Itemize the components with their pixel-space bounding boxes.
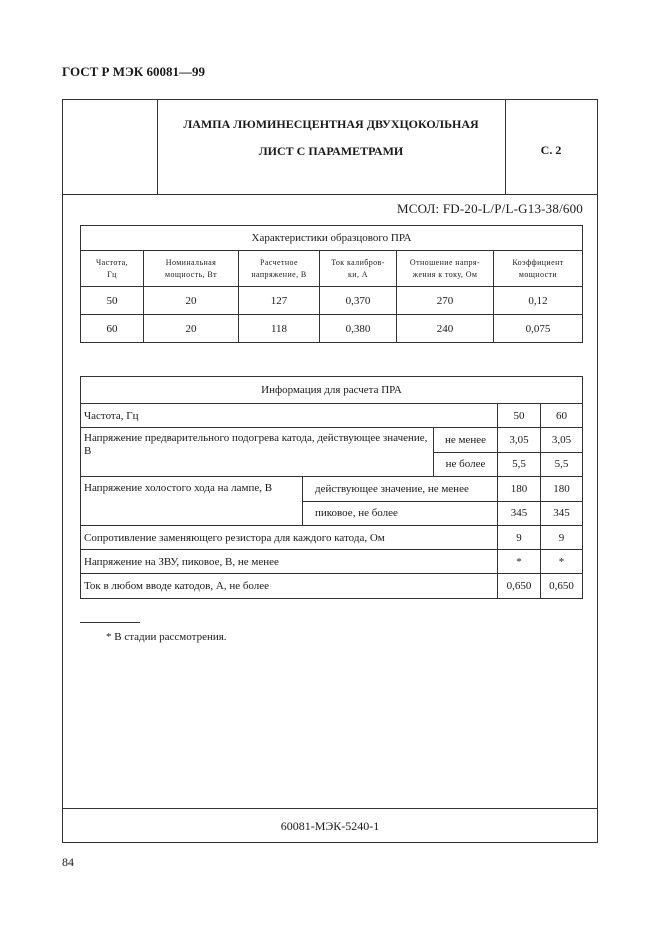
header-power-factor: Коэффициент мощности <box>494 251 583 287</box>
table-row <box>81 428 583 477</box>
table-row <box>81 477 583 526</box>
header-current: Ток калибров- ки, А <box>320 251 397 287</box>
preheat-cell <box>81 428 498 477</box>
bottom-code: 60081-МЭК-5240-1 <box>280 819 380 833</box>
cell-voltage: 127 <box>239 287 320 315</box>
starter-value-1: * <box>498 550 541 574</box>
header-frequency: Частота, Гц <box>81 251 144 287</box>
open-circuit-rms-value: 180 <box>498 477 540 502</box>
page-number: 84 <box>62 855 74 869</box>
frequency-value-2: 60 <box>541 404 583 428</box>
table-caption-row <box>81 377 583 404</box>
frequency-value-1: 50 <box>498 404 541 428</box>
cell-current: 0,380 <box>320 315 397 343</box>
resistor-label: Сопротивление заменяющего резистора для каждого катода, Ом <box>81 526 498 550</box>
preheat-max-value: 5,5 <box>554 458 569 470</box>
header-power: Номинальная мощность, Вт <box>144 251 239 287</box>
preheat-values-2 <box>541 428 583 477</box>
resistor-value-2: 9 <box>541 526 583 550</box>
cell-power-factor: 0,075 <box>494 315 583 343</box>
preheat-min-value: 3,05 <box>498 428 540 453</box>
ballast-design-table <box>80 376 583 599</box>
resistor-value-1: 9 <box>498 526 541 550</box>
cell-power: 20 <box>144 287 239 315</box>
footnote-rule <box>80 622 140 623</box>
open-circuit-rms-label: действующее значение, не менее <box>303 477 497 502</box>
starter-value-2: * <box>541 550 583 574</box>
sheet-subtitle: ЛИСТ С ПАРАМЕТРАМИ <box>258 144 404 158</box>
preheat-max-value: 5,5 <box>512 458 526 470</box>
cell-ratio: 270 <box>397 287 494 315</box>
page-label: С. 2 <box>540 143 562 157</box>
lamp-designation: МСОЛ: FD-20-L/P/L-G13-38/600 <box>396 201 583 216</box>
preheat-max-label: не более <box>445 458 486 470</box>
header-ratio: Отношение напря- жения к току, Ом <box>397 251 494 287</box>
starter-label: Напряжение на ЗВУ, пиковое, В, не менее <box>81 550 498 574</box>
open-circuit-peak-value: 345 <box>553 507 570 519</box>
preheat-values-1 <box>498 428 541 477</box>
current-label: Ток в любом вводе катодов, А, не более <box>81 574 498 599</box>
table-header-row <box>81 251 583 287</box>
frequency-label: Частота, Гц <box>81 404 498 428</box>
open-circuit-rms-value: 180 <box>541 477 582 502</box>
table-row <box>81 574 583 599</box>
cell-power-factor: 0,12 <box>494 287 583 315</box>
cell-power: 20 <box>144 315 239 343</box>
cell-voltage: 118 <box>239 315 320 343</box>
preheat-min-label: не менее <box>434 428 497 453</box>
table-row <box>81 550 583 574</box>
standard-code: ГОСТ Р МЭК 60081—99 <box>62 64 205 79</box>
current-value-2: 0,650 <box>541 574 583 599</box>
reference-ballast-table <box>80 225 583 343</box>
cell-frequency: 50 <box>81 287 144 315</box>
table-row <box>81 404 583 428</box>
cell-ratio: 240 <box>397 315 494 343</box>
preheat-label: Напряжение предварительного подогрева катода, действующее значение, В <box>81 428 434 476</box>
ballast-design-caption: Информация для расчета ПРА <box>81 377 583 404</box>
sheet-title: ЛАМПА ЛЮМИНЕСЦЕНТНАЯ ДВУХЦОКОЛЬНАЯ <box>183 117 479 131</box>
table-row <box>81 315 583 343</box>
cell-frequency: 60 <box>81 315 144 343</box>
table-row <box>81 287 583 315</box>
open-circuit-peak-value: 345 <box>510 507 528 519</box>
reference-ballast-caption: Характеристики образцового ПРА <box>81 226 583 251</box>
table-caption-row <box>81 226 583 251</box>
header-voltage: Расчетное напряжение, В <box>239 251 320 287</box>
open-circuit-peak-label: пиковое, не более <box>315 507 398 519</box>
current-value-1: 0,650 <box>498 574 541 599</box>
open-circuit-values-1 <box>498 477 541 526</box>
header-divider-bottom <box>62 194 598 195</box>
footer-divider <box>62 808 598 809</box>
open-circuit-label: Напряжение холостого хода на лампе, В <box>81 477 303 525</box>
preheat-min-value: 3,05 <box>541 428 582 453</box>
footnote: * В стадии рассмотрения. <box>106 631 227 643</box>
open-circuit-cell <box>81 477 498 526</box>
table-row <box>81 526 583 550</box>
open-circuit-values-2 <box>541 477 583 526</box>
cell-current: 0,370 <box>320 287 397 315</box>
